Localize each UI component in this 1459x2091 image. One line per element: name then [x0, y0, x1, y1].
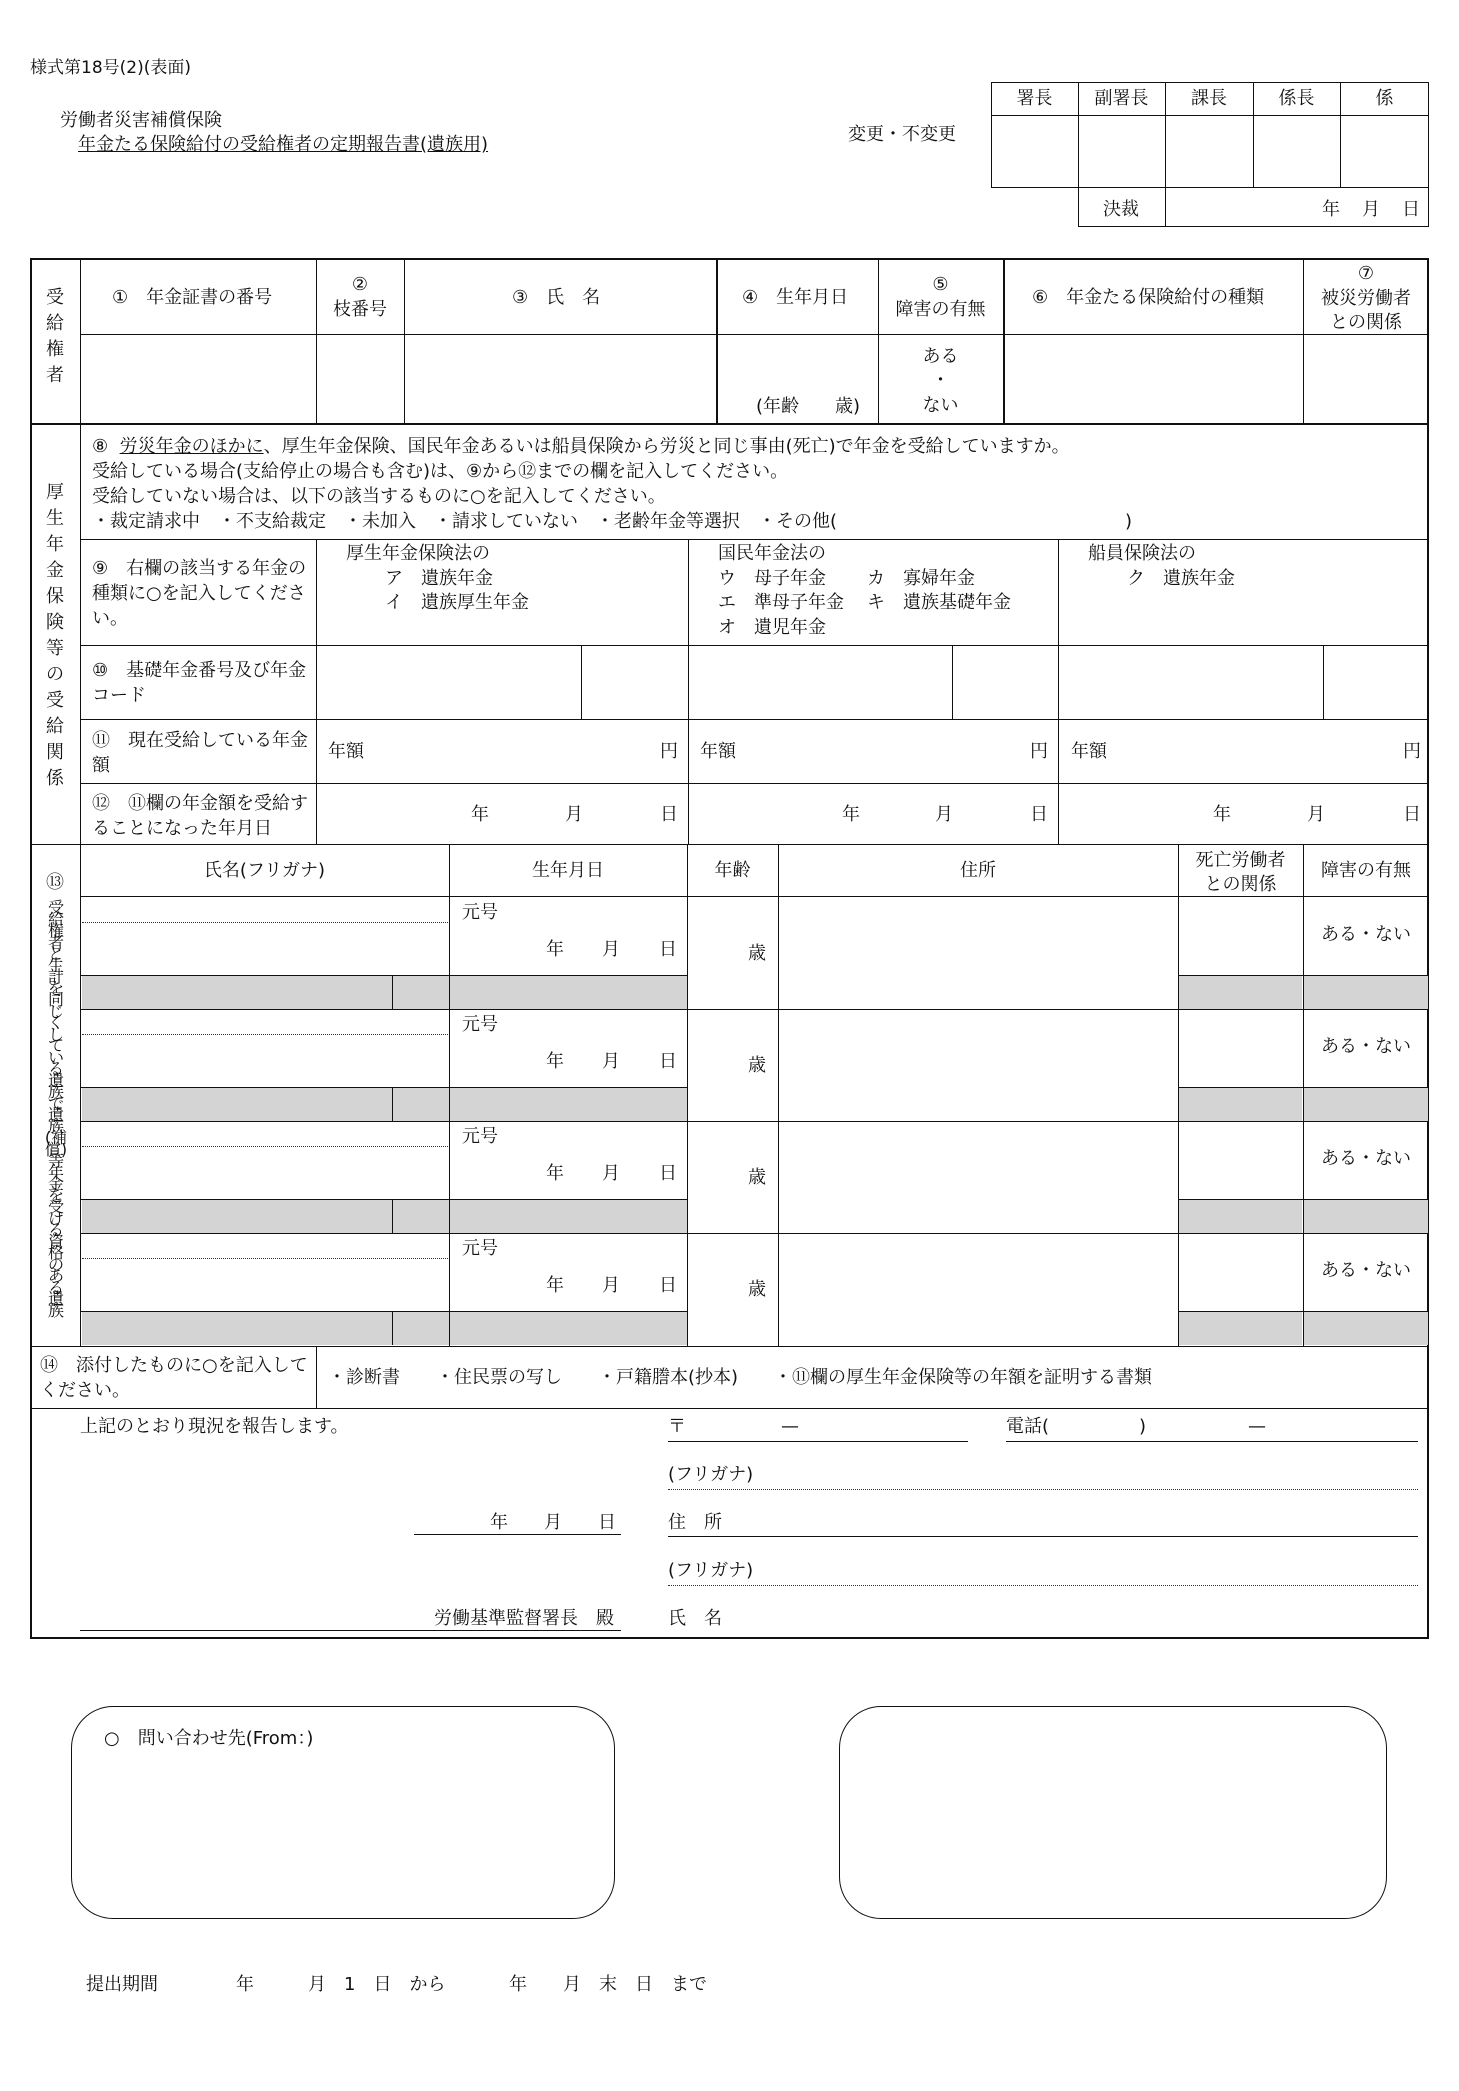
branch-number-header: 枝番号 [333, 299, 387, 320]
pension-cert-number-header: ① 年金証書の番号 [112, 287, 273, 308]
approval-role-subsection: 係長 [1278, 88, 1315, 109]
start-day-1: 日 [660, 804, 678, 825]
applicant-name-field[interactable] [760, 1600, 1418, 1634]
family-month-2: 月 [602, 1051, 620, 1072]
family-day-2: 日 [659, 1051, 677, 1072]
family-gengo-3: 元号 [462, 1126, 498, 1147]
postal-code-field[interactable] [668, 1410, 968, 1442]
family-day-1: 日 [659, 939, 677, 960]
family-gengo-4: 元号 [462, 1238, 498, 1259]
pension-type-header: ⑥ 年金たる保険給付の種類 [1032, 287, 1265, 308]
address-furigana-label: (フリガナ) [668, 1464, 754, 1485]
family-relation-header-a: 死亡労働者 [1195, 850, 1286, 871]
report-date: 年 月 日 [490, 1512, 616, 1533]
family-month-3: 月 [602, 1163, 620, 1184]
family-disability-4[interactable]: ある・ない [1321, 1260, 1411, 1281]
phone-field[interactable] [1006, 1410, 1418, 1442]
form-title-line1: 労働者災害補償保険 [60, 110, 222, 131]
start-day-3: 日 [1403, 804, 1421, 825]
report-statement: 上記のとおり現況を報告します。 [80, 1416, 349, 1437]
disability-num: ⑤ [932, 274, 949, 295]
start-year-1: 年 [471, 804, 489, 825]
kokumin-option-u[interactable]: ウ 母子年金 [718, 568, 826, 589]
q8-rest: 、厚生年金保険、国民年金あるいは船員保険から労災と同じ事由(死亡)で年金を受給していますか。 [263, 436, 1070, 457]
name-header: ③ 氏 名 [512, 287, 601, 308]
annual-amount-label-3: 年額 [1071, 741, 1107, 762]
family-age-header: 年齢 [714, 860, 751, 881]
relation-header-b: との関係 [1330, 312, 1402, 333]
approval-role-chief: 署長 [1016, 88, 1053, 109]
submission-period-label: 提出期間 [86, 1974, 158, 1995]
family-disability-header: 障害の有無 [1321, 860, 1411, 881]
decision-day: 日 [1402, 199, 1420, 220]
pension-type-field[interactable] [1006, 336, 1302, 422]
family-disability-2[interactable]: ある・ない [1321, 1036, 1411, 1057]
family-address-field-3[interactable] [780, 1122, 1177, 1232]
decision-year: 年 [1322, 199, 1340, 220]
office-addressee: 労働基準監督署長 殿 [434, 1608, 614, 1629]
postal-mark: 〒 [668, 1416, 686, 1437]
relation-header-a: 被災労働者 [1321, 288, 1411, 309]
family-relation-field-2[interactable] [1180, 1010, 1302, 1086]
submission-period-to: 年 月 末 日 まで [509, 1974, 707, 1995]
family-disability-1[interactable]: ある・ない [1321, 924, 1411, 945]
disability-no[interactable]: ない [922, 395, 959, 416]
kosei-option-i[interactable]: イ 遺族厚生年金 [385, 592, 529, 613]
start-month-3: 月 [1307, 804, 1325, 825]
annual-amount-label-2: 年額 [700, 741, 736, 762]
family-gengo-2: 元号 [462, 1014, 498, 1035]
family-year-3: 年 [546, 1163, 564, 1184]
yen-label-1: 円 [660, 741, 678, 762]
name-furigana-label: (フリガナ) [668, 1560, 754, 1581]
family-year-1: 年 [546, 939, 564, 960]
change-status[interactable]: 変更・不変更 [848, 124, 956, 145]
branch-number-field[interactable] [318, 336, 403, 422]
start-month-2: 月 [935, 804, 953, 825]
decision-label: 決裁 [1103, 199, 1139, 220]
annual-amount-label-1: 年額 [328, 741, 364, 762]
reception-stamp-box [839, 1706, 1387, 1919]
family-relation-field-4[interactable] [1180, 1234, 1302, 1310]
family-name-field-3[interactable] [82, 1149, 448, 1198]
family-address-field-2[interactable] [780, 1010, 1177, 1120]
form-number: 様式第18号(2)(表面) [30, 58, 191, 78]
family-year-2: 年 [546, 1051, 564, 1072]
pension-number-field-2[interactable] [690, 647, 951, 718]
family-address-header: 住所 [960, 860, 996, 881]
kosei-option-a[interactable]: ア 遺族年金 [385, 568, 493, 589]
pension-cert-number-field[interactable] [82, 336, 315, 422]
start-year-3: 年 [1213, 804, 1231, 825]
start-year-2: 年 [842, 804, 860, 825]
family-num: ⑬ [46, 872, 64, 893]
family-name-header: 氏名(フリガナ) [203, 860, 326, 881]
q8-num: ⑧ [92, 436, 109, 457]
q12-label: ⑫ ⑪欄の年金額を受給することになった年月日 [92, 793, 308, 839]
attachments-label: ⑭ 添付したものに○を記入してください。 [40, 1355, 308, 1401]
kosei-law-label: 厚生年金保険法の [346, 543, 490, 564]
recipient-side-label: 受給権者 [46, 287, 64, 386]
family-year-4: 年 [546, 1275, 564, 1296]
family-age-unit-2: 歳 [748, 1055, 766, 1076]
q8-line2: 受給している場合(支給停止の場合も含む)は、⑨から⑫までの欄を記入してください。 [92, 461, 789, 482]
disability-dot: ・ [931, 370, 950, 391]
family-day-4: 日 [659, 1275, 677, 1296]
q8-underlined: 労災年金のほかに [119, 436, 264, 457]
attachments-options[interactable]: ・診断書 ・住民票の写し ・戸籍謄本(抄本) ・⑪欄の厚生年金保険等の年額を証明する書類 [328, 1367, 1153, 1388]
pension-code-field-2[interactable] [954, 647, 1057, 718]
q8-line3: 受給していない場合は、以下の該当するものに○を記入してください。 [92, 486, 666, 507]
q8-options[interactable]: ・裁定請求中 ・不支給裁定 ・未加入 ・請求していない ・老齢年金等選択 ・その他( ) [92, 511, 1133, 532]
q11-label: ⑪ 現在受給している年金額 [92, 730, 308, 776]
birth-date-header: ④ 生年月日 [742, 287, 849, 308]
q9-label: ⑨ 右欄の該当する年金の種類に○を記入してください。 [92, 558, 307, 629]
applicant-name-label: 氏 名 [668, 1608, 722, 1629]
senin-law-label: 船員保険法の [1088, 543, 1196, 564]
family-gengo-1: 元号 [462, 902, 498, 923]
pension-code-field-3[interactable] [1325, 647, 1428, 718]
pension-number-field-1[interactable] [318, 647, 580, 718]
family-month-4: 月 [602, 1275, 620, 1296]
pension-number-field-3[interactable] [1060, 647, 1322, 718]
family-side-label: 受給権者と生計を同じくしている遺族で遺族(補償)等年金を受ける資格のある遺族 [44, 898, 68, 1320]
name-furigana-field[interactable] [780, 1554, 1418, 1584]
start-month-1: 月 [565, 804, 583, 825]
age-paren: (年齢 歳) [756, 396, 861, 417]
family-name-field-4[interactable] [82, 1261, 448, 1310]
family-name-field-1[interactable] [82, 925, 448, 974]
yen-label-2: 円 [1030, 741, 1048, 762]
family-name-field-2[interactable] [82, 1037, 448, 1086]
family-address-field-4[interactable] [780, 1234, 1177, 1344]
family-age-unit-4: 歳 [748, 1279, 766, 1300]
kokumin-option-ka[interactable]: カ 寡婦年金 [867, 568, 975, 589]
family-age-unit-3: 歳 [748, 1167, 766, 1188]
relation-field[interactable] [1305, 336, 1428, 422]
family-day-3: 日 [659, 1163, 677, 1184]
kokumin-law-label: 国民年金法の [718, 543, 826, 564]
disability-yes[interactable]: ある [922, 346, 959, 367]
kokumin-option-o[interactable]: オ 遺児年金 [718, 617, 826, 638]
family-address-field-1[interactable] [780, 898, 1177, 1008]
phone-dash: — [1248, 1416, 1266, 1437]
q10-label: ⑩ 基礎年金番号及び年金コード [92, 660, 307, 706]
family-relation-field-3[interactable] [1180, 1122, 1302, 1198]
address-field[interactable] [760, 1504, 1418, 1536]
postal-dash: — [781, 1416, 799, 1437]
kokumin-option-ki[interactable]: キ 遺族基礎年金 [867, 592, 1011, 613]
name-field[interactable] [406, 336, 715, 422]
form-title-line2: 年金たる保険給付の受給権者の定期報告書(遺族用) [78, 134, 489, 155]
family-birth-header: 生年月日 [532, 860, 604, 881]
approval-role-staff: 係 [1375, 88, 1394, 109]
address-furigana-field[interactable] [780, 1458, 1418, 1488]
phone-label: 電話( ) [1006, 1416, 1147, 1437]
senin-option-ku[interactable]: ク 遺族年金 [1127, 568, 1235, 589]
inquiry-label: ○ 問い合わせ先(From：) [104, 1728, 314, 1749]
start-day-2: 日 [1030, 804, 1048, 825]
kokumin-option-e[interactable]: エ 準母子年金 [718, 592, 844, 613]
decision-month: 月 [1362, 199, 1380, 220]
address-label: 住 所 [668, 1512, 722, 1533]
approval-role-deputy: 副署長 [1094, 88, 1149, 109]
family-relation-header-b: との関係 [1204, 874, 1277, 895]
family-disability-3[interactable]: ある・ない [1321, 1148, 1411, 1169]
branch-number-num: ② [351, 274, 369, 295]
yen-label-3: 円 [1403, 741, 1421, 762]
family-relation-field-1[interactable] [1180, 898, 1302, 974]
family-month-1: 月 [602, 939, 620, 960]
relation-num: ⑦ [1357, 263, 1375, 284]
disability-header: 障害の有無 [895, 299, 986, 320]
family-age-unit-1: 歳 [748, 943, 766, 964]
q8-line1 [92, 438, 1070, 456]
pension-code-field-1[interactable] [583, 647, 687, 718]
submission-period-from: 年 月 1 日 から [236, 1974, 446, 1995]
kosei-side-label: 厚生年金保険等の受給関係 [46, 482, 64, 789]
approval-role-section: 課長 [1191, 88, 1227, 109]
